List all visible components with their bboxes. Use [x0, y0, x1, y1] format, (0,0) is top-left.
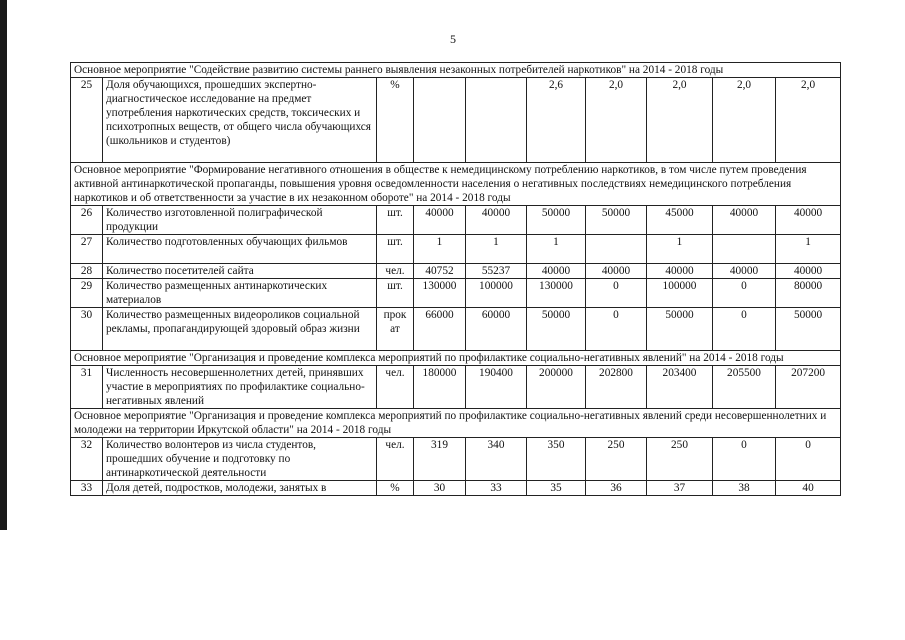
- value-cell: 40000: [586, 264, 647, 279]
- value-cell: 250: [647, 438, 713, 481]
- table-row: [71, 481, 841, 496]
- value-cell: [466, 78, 527, 163]
- row-number: 25: [71, 78, 103, 163]
- value-cell: 50000: [527, 308, 586, 351]
- row-number: 27: [71, 235, 103, 264]
- value-cell: 40000: [713, 206, 776, 235]
- table-row: [71, 438, 841, 481]
- value-cell: 30: [414, 481, 466, 496]
- value-cell: 40000: [414, 206, 466, 235]
- table-row: [71, 366, 841, 409]
- value-cell: 35: [527, 481, 586, 496]
- value-cell: 130000: [414, 279, 466, 308]
- value-cell: 2,6: [527, 78, 586, 163]
- value-cell: 40000: [776, 206, 841, 235]
- table-row: [71, 264, 841, 279]
- value-cell: 100000: [647, 279, 713, 308]
- value-cell: 50000: [586, 206, 647, 235]
- indicator-name: Количество посетителей сайта: [103, 264, 377, 279]
- section-row: [71, 351, 841, 366]
- value-cell: 37: [647, 481, 713, 496]
- value-cell: 38: [713, 481, 776, 496]
- table-body: [71, 63, 841, 496]
- value-cell: 202800: [586, 366, 647, 409]
- indicator-name: Количество размещенных видеороликов социальной рекламы, пропагандирующей здоровый образ жизни: [103, 308, 377, 351]
- table-row: [71, 78, 841, 163]
- unit-cell: прок ат: [377, 308, 414, 351]
- value-cell: 0: [586, 308, 647, 351]
- section-title: Основное мероприятие "Организация и проведение комплекса мероприятий по профилактике социально-негативных явлений среди несовершеннолетних и молодежи на территории Иркутской области" на 2014 - 2018 годы: [71, 409, 841, 438]
- value-cell: 203400: [647, 366, 713, 409]
- section-title: Основное мероприятие "Содействие развитию системы раннего выявления незаконных потребителей наркотиков" на 2014 - 2018 годы: [71, 63, 841, 78]
- table-row: [71, 308, 841, 351]
- value-cell: 200000: [527, 366, 586, 409]
- indicator-name: Доля детей, подростков, молодежи, занятых в: [103, 481, 377, 496]
- row-number: 32: [71, 438, 103, 481]
- value-cell: 36: [586, 481, 647, 496]
- value-cell: 0: [776, 438, 841, 481]
- page-number: 5: [450, 32, 456, 46]
- value-cell: [713, 235, 776, 264]
- value-cell: 340: [466, 438, 527, 481]
- value-cell: [586, 235, 647, 264]
- value-cell: 55237: [466, 264, 527, 279]
- value-cell: [414, 78, 466, 163]
- row-number: 29: [71, 279, 103, 308]
- value-cell: 207200: [776, 366, 841, 409]
- value-cell: 2,0: [647, 78, 713, 163]
- value-cell: 40000: [713, 264, 776, 279]
- value-cell: 33: [466, 481, 527, 496]
- section-row: [71, 409, 841, 438]
- value-cell: 1: [776, 235, 841, 264]
- unit-cell: чел.: [377, 366, 414, 409]
- unit-cell: чел.: [377, 438, 414, 481]
- indicator-name: Количество подготовленных обучающих фильмов: [103, 235, 377, 264]
- section-row: [71, 63, 841, 78]
- value-cell: 2,0: [713, 78, 776, 163]
- value-cell: 0: [713, 438, 776, 481]
- value-cell: 0: [713, 279, 776, 308]
- unit-cell: шт.: [377, 235, 414, 264]
- value-cell: 2,0: [776, 78, 841, 163]
- value-cell: 40000: [647, 264, 713, 279]
- value-cell: 1: [414, 235, 466, 264]
- indicators-table: [70, 62, 841, 496]
- section-row: [71, 163, 841, 206]
- row-number: 28: [71, 264, 103, 279]
- value-cell: 40752: [414, 264, 466, 279]
- indicator-name: Количество размещенных антинаркотических материалов: [103, 279, 377, 308]
- unit-cell: %: [377, 78, 414, 163]
- value-cell: 66000: [414, 308, 466, 351]
- indicator-name: Количество волонтеров из числа студентов, прошедших обучение и подготовку по антинаркотической деятельности: [103, 438, 377, 481]
- value-cell: 50000: [527, 206, 586, 235]
- row-number: 26: [71, 206, 103, 235]
- value-cell: 1: [466, 235, 527, 264]
- value-cell: 40: [776, 481, 841, 496]
- value-cell: 40000: [527, 264, 586, 279]
- value-cell: 1: [527, 235, 586, 264]
- value-cell: 180000: [414, 366, 466, 409]
- row-number: 30: [71, 308, 103, 351]
- indicator-name: Количество изготовленной полиграфической продукции: [103, 206, 377, 235]
- unit-cell: %: [377, 481, 414, 496]
- scan-edge-bar: [0, 0, 7, 530]
- value-cell: 50000: [776, 308, 841, 351]
- row-number: 33: [71, 481, 103, 496]
- value-cell: 1: [647, 235, 713, 264]
- indicator-name: Доля обучающихся, прошедших экспертно-диагностическое исследование на предмет употребления наркотических средств, токсических и психотропных веществ, от общего числа обучающихся (школьников и студентов): [103, 78, 377, 163]
- value-cell: 2,0: [586, 78, 647, 163]
- unit-cell: чел.: [377, 264, 414, 279]
- value-cell: 40000: [466, 206, 527, 235]
- unit-cell: шт.: [377, 206, 414, 235]
- value-cell: 250: [586, 438, 647, 481]
- table-row: [71, 206, 841, 235]
- value-cell: 350: [527, 438, 586, 481]
- unit-cell: шт.: [377, 279, 414, 308]
- value-cell: 40000: [776, 264, 841, 279]
- value-cell: 100000: [466, 279, 527, 308]
- section-title: Основное мероприятие "Формирование негативного отношения в обществе к немедицинскому потреблению наркотиков, в том числе путем проведения активной антинаркотической пропаганды, повышения уровня осведомленности населения о негативных последствиях немедицинского потребления наркотиков и об ответственности за участие в их незаконном обороте" на 2014 - 2018 годы: [71, 163, 841, 206]
- value-cell: 190400: [466, 366, 527, 409]
- value-cell: 45000: [647, 206, 713, 235]
- value-cell: 60000: [466, 308, 527, 351]
- section-title: Основное мероприятие "Организация и проведение комплекса мероприятий по профилактике социально-негативных явлений" на 2014 - 2018 годы: [71, 351, 841, 366]
- table-row: [71, 235, 841, 264]
- value-cell: 0: [586, 279, 647, 308]
- value-cell: 319: [414, 438, 466, 481]
- value-cell: 50000: [647, 308, 713, 351]
- value-cell: 130000: [527, 279, 586, 308]
- table-row: [71, 279, 841, 308]
- value-cell: 205500: [713, 366, 776, 409]
- indicator-name: Численность несовершеннолетних детей, принявших участие в мероприятиях по профилактике социально-негативных явлений: [103, 366, 377, 409]
- value-cell: 80000: [776, 279, 841, 308]
- row-number: 31: [71, 366, 103, 409]
- value-cell: 0: [713, 308, 776, 351]
